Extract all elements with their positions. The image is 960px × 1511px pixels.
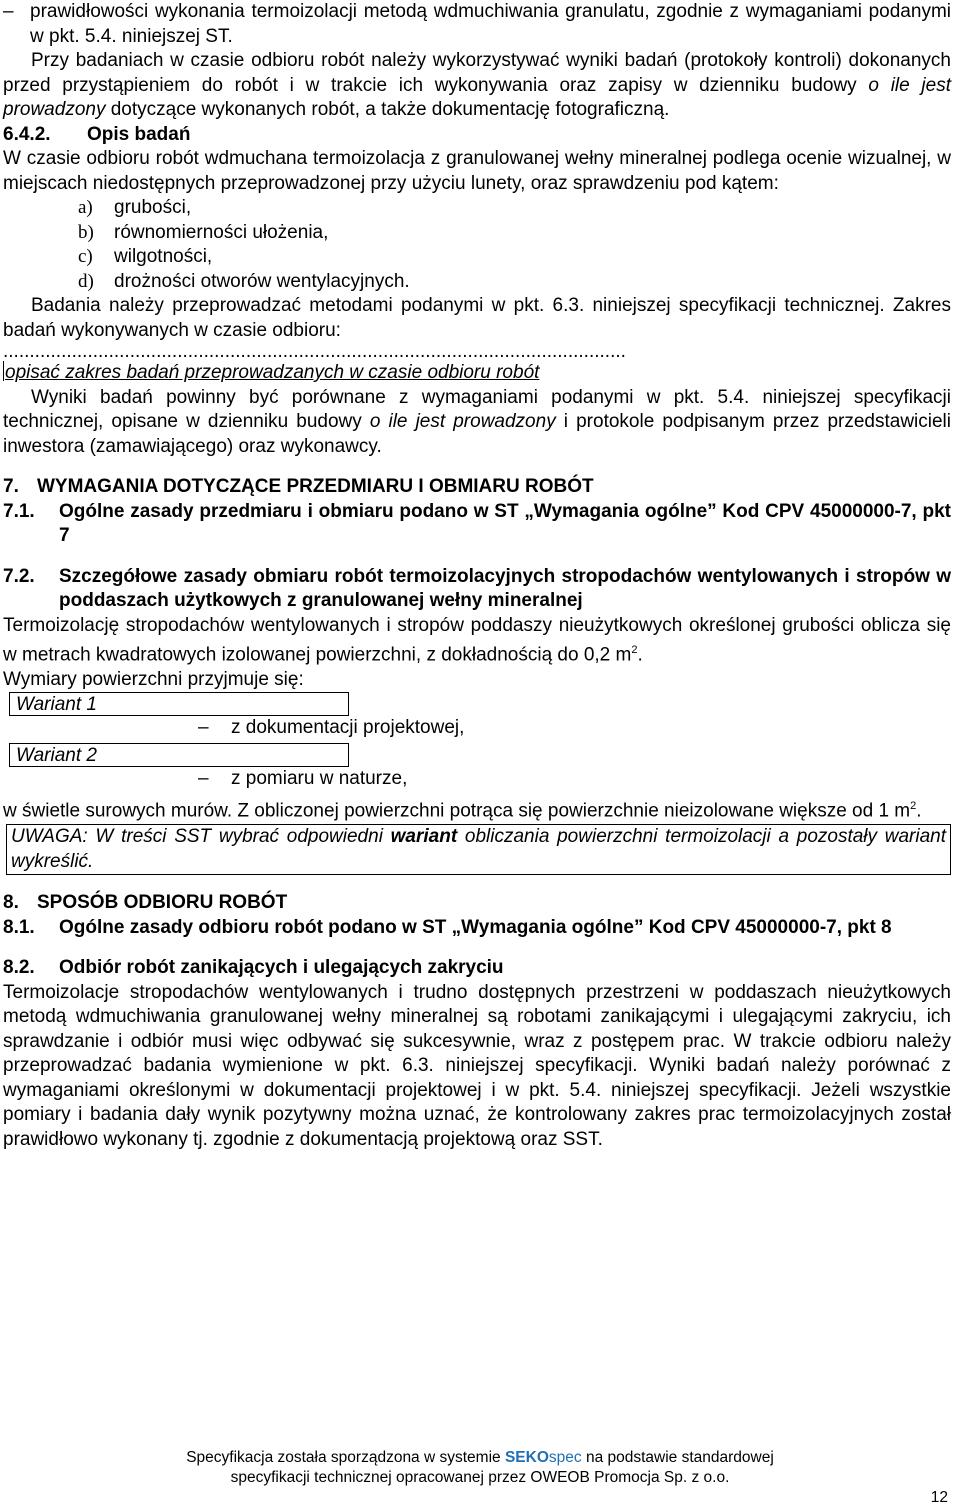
paragraph-odbior-zanikajacych: Termoizolacje stropodachów wentylowanych i trudno dostępnych przestrzeni w poddaszach nieużytkowych metodą wdmuchiwania granulowanej wełny mineralnej są robotami zanikającymi i ulegającymi zakryciu, ich sprawdzanie i odbiór musi więc odbywać się sukcesywnie, wraz z postępem prac. W trakcie odbioru należy przeprowadzać badania wymienione w pkt. 6.3. niniejszej specyfikacji. Wyniki badań należy porównać z wymaganiami określonymi w dokumentacji projektowej i w pkt. 5.4. niniejszej specyfikacji. Jeżeli wszystkie pomiary i badania dały wynik pozytywny można uznać, że kontrolowany zakres prac termoizolacyjnych został prawidłowo wykonany tj. zgodnie z dokumentacją projektową oraz SST. bbox=[3, 981, 951, 1150]
top-bullet-text: prawidłowości wykonania termoizolacji metodą wdmuchiwania granulatu, zgodnie z wymaganiami podanymi w pkt. 5.4. niniejszej ST. bbox=[30, 1, 951, 47]
paragraph-potracenia: w świetle surowych murów. Z obliczonej powierzchni potrąca się powierzchnie nieizolowane większe od 1 $m^2$. bbox=[3, 800, 922, 822]
fill-in-dots: ...................................................................................................................... bbox=[3, 343, 626, 361]
variant-2-box: Wariant 2 bbox=[9, 743, 349, 767]
variant-2-choice bbox=[3, 767, 951, 794]
top-bullet bbox=[3, 0, 951, 49]
page-number: 12 bbox=[930, 1489, 948, 1506]
section-heading-8-2 bbox=[3, 956, 951, 981]
variant-dash: – bbox=[198, 768, 209, 790]
criteria-list bbox=[3, 196, 951, 294]
bullet-dash: – bbox=[3, 1, 14, 22]
text-cursor bbox=[3, 361, 4, 381]
variant-1-choice bbox=[3, 716, 951, 743]
italic-note: o ile jest prowadzony bbox=[369, 411, 556, 432]
paragraph-obmiar: Termoizolację stropodachów wentylowanych i stropów poddaszy nieużytkowych określonej grubości oblicza się w metrach kwadratowych izolowanej powierzchni, z dokładnością do 0,2 $m^2$. bbox=[3, 614, 951, 666]
variant-text: z pomiaru w naturze, bbox=[231, 768, 408, 790]
section-heading-8 bbox=[3, 891, 951, 916]
section-heading-7-1 bbox=[3, 500, 951, 549]
section-number: 8.2. bbox=[3, 957, 35, 979]
section-title: WYMAGANIA DOTYCZĄCE PRZEDMIARU I OBMIARU ROBÓT bbox=[37, 476, 594, 497]
uwaga-text: UWAGA: W treści SST wybrać odpowiedni wariant obliczania powierzchni termoizolacji a pozostały wariant wykreślić. bbox=[11, 826, 946, 872]
footer-line-1: Specyfikacja została sporządzona w systemie SEKOspec na podstawie standardowej bbox=[186, 1449, 774, 1466]
document-page bbox=[3, 0, 951, 1152]
list-item: d) drożności otworów wentylacyjnych. bbox=[78, 270, 410, 292]
section-heading-7-2 bbox=[3, 565, 951, 614]
section-number: 8. bbox=[3, 892, 19, 914]
variant-dash: – bbox=[198, 717, 209, 739]
section-title: Ogólne zasady przedmiaru i obmiaru podano w ST „Wymagania ogólne” Kod CPV 45000000-7, pkt 7 bbox=[59, 500, 951, 546]
section-title: SPOSÓB ODBIORU ROBÓT bbox=[37, 892, 288, 914]
section-number: 7.2. bbox=[3, 565, 35, 587]
section-title: Odbiór robót zanikających i ulegających zakryciu bbox=[59, 957, 504, 979]
footer-line-2: specyfikacji technicznej opracowanej przez OWEOB Promocja Sp. z o.o. bbox=[230, 1469, 730, 1486]
italic-note: o ile jest prowadzony bbox=[3, 74, 952, 120]
section-number: 7. bbox=[3, 476, 19, 497]
section-number: 8.1. bbox=[3, 916, 35, 938]
uwaga-box bbox=[6, 824, 951, 875]
section-heading-6-4-2 bbox=[3, 123, 951, 148]
variant-1-box: Wariant 1 bbox=[9, 692, 349, 716]
instruction-text: opisać zakres badań przeprowadzanych w czasie odbioru robót bbox=[5, 362, 540, 383]
paragraph-wymiary: Wymiary powierzchni przyjmuje się: bbox=[3, 668, 304, 690]
paragraph-odbior-badania: Przy badaniach w czasie odbioru robót należy wykorzystywać wyniki badań (protokoły kontroli) dokonanych przed przystąpieniem do robót i w trakcie ich wykonywania oraz zapisy w dzienniku budowy o ile jest prowadzony dotyczące wykonanych robót, a także dokumentację fotograficzną. bbox=[3, 50, 952, 120]
paragraph-opis-badan: W czasie odbioru robót wdmuchana termoizolacja z granulowanej wełny mineralnej podlega ocenie wizualnej, w miejscach niedostępnych przeprowadzonej przy użyciu lunety, oraz sprawdzeniu pod kątem: bbox=[3, 148, 951, 194]
page-footer bbox=[0, 1448, 960, 1488]
section-title: Opis badań bbox=[87, 123, 191, 145]
section-title: Ogólne zasady odbioru robót podano w ST „Wymagania ogólne” Kod CPV 45000000-7, pkt 8 bbox=[59, 916, 892, 938]
section-number: 6.4.2. bbox=[3, 123, 51, 145]
paragraph-metody: Badania należy przeprowadzać metodami podanymi w pkt. 6.3. niniejszej specyfikacji technicznej. Zakres badań wykonywanych w czasie odbioru: bbox=[3, 295, 951, 341]
section-number: 7.1. bbox=[3, 500, 35, 522]
section-heading-8-1 bbox=[3, 916, 951, 941]
section-title: Szczegółowe zasady obmiaru robót termoizolacyjnych stropodachów wentylowanych i stropów w poddaszach użytkowych z granulowanej wełny mineralnej bbox=[59, 565, 951, 611]
list-item: c) wilgotności, bbox=[78, 246, 213, 267]
instruction-line bbox=[3, 361, 951, 386]
variant-text: z dokumentacji projektowej, bbox=[231, 717, 465, 739]
section-heading-7 bbox=[3, 475, 951, 500]
list-item: b) równomierności ułożenia, bbox=[78, 221, 329, 243]
list-item: a) grubości, bbox=[78, 197, 192, 218]
brand-logo-text: SEKO bbox=[504, 1449, 549, 1466]
paragraph-wyniki: Wyniki badań powinny być porównane z wymaganiami podanymi w pkt. 5.4. niniejszej specyfikacji technicznej, opisane w dzienniku budowy o ile jest prowadzony i protokole podpisanym przez przedstawicieli inwestora (zamawiającego) oraz wykonawcy. bbox=[3, 386, 951, 457]
